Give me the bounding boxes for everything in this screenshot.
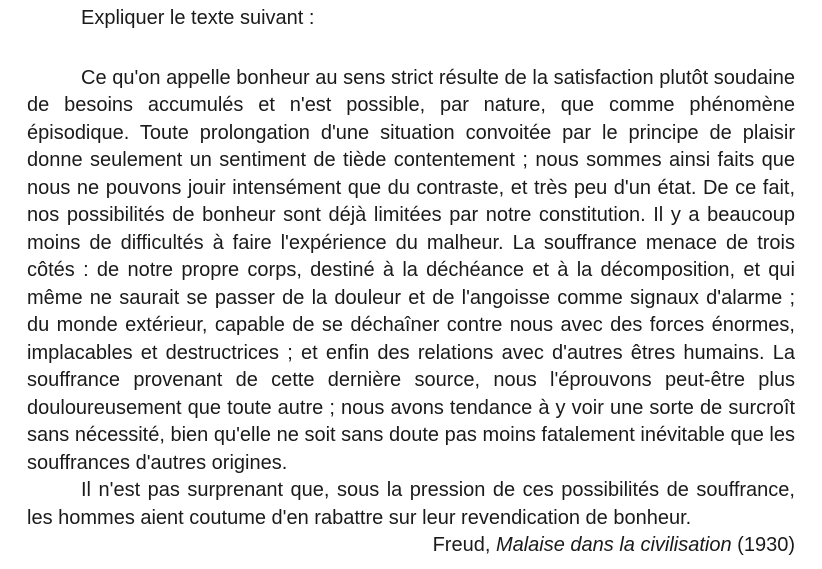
attribution-year: (1930) xyxy=(731,534,795,556)
exercise-prompt: Expliquer le texte suivant : xyxy=(81,7,315,29)
text-paragraph-2: Il n'est pas surprenant que, sous la pression de ces possibilités de souffrance, les hommes aient coutume d'en rabattre sur leur revendication de bonheur. xyxy=(27,479,795,529)
attribution-line xyxy=(27,532,795,560)
attribution-work-title: Malaise dans la civilisation xyxy=(495,534,732,556)
text-paragraph-1: Ce qu'on appelle bonheur au sens strict résulte de la satisfaction plutôt soudaine de besoins accumulés et n'est possible, par nature, que comme phénomène épisodique. Toute prolongation d'une situation convoitée par le principe de plaisir donne seulement un sentiment de tiède contentement ; nous sommes ainsi faits que nous ne pouvons jouir intensément que du contraste, et très peu d'un état. De ce fait, nos possibilités de bonheur sont déjà limitées par notre constitution. Il y a beaucoup moins de difficultés à faire l'expérience du malheur. La souffrance menace de trois côtés : de notre propre corps, destiné à la déchéance et à la décomposition, et qui même ne saurait se passer de la douleur et de l'angoisse comme signaux d'alarme ; du monde extérieur, capable de se déchaîner contre nous avec des forces énormes, implacables et destructrices ; et enfin des relations avec d'autres êtres humains. La souffrance provenant de cette dernière source, nous l'éprouvons peut-être plus douloureusement que toute autre ; nous avons tendance à y voir une sorte de surcroît sans nécessité, bien qu'elle ne soit sans doute pas moins fatalement inévitable que les souffrances d'autres origines. xyxy=(27,66,795,474)
attribution-author: Freud, xyxy=(432,534,496,556)
